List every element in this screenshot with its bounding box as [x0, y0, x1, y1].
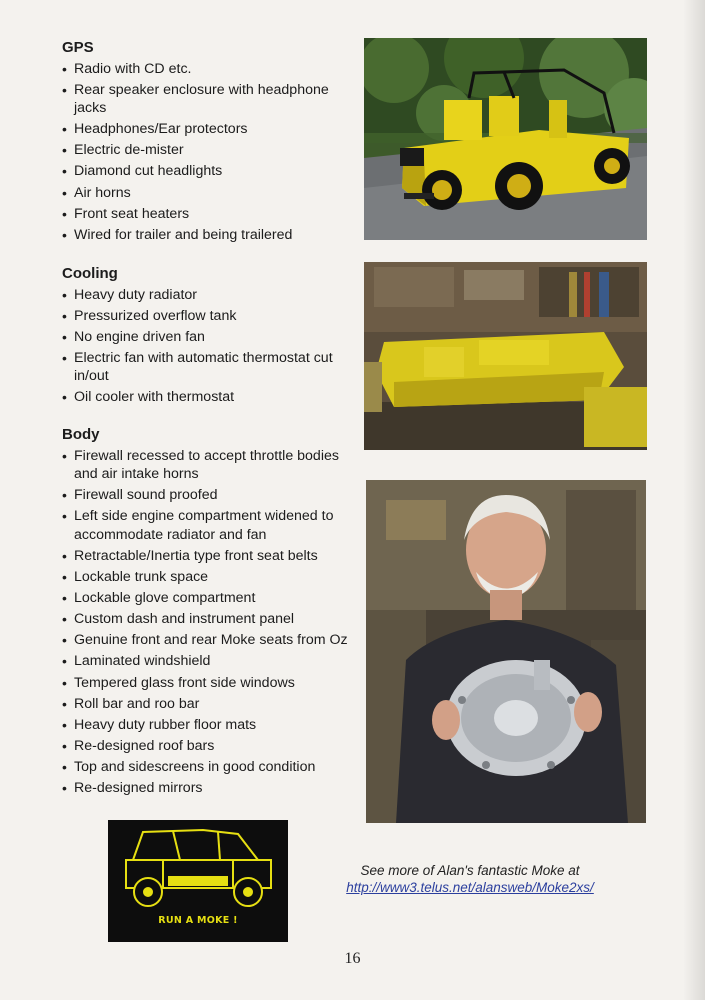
list-item: • No engine driven fan [62, 328, 362, 347]
see-more-block [320, 862, 620, 897]
list-item: • Air horns [62, 184, 362, 203]
list-item: • Re-designed mirrors [62, 779, 362, 798]
section-title-cooling: Cooling [62, 265, 118, 282]
list-item: • Roll bar and roo bar [62, 695, 362, 714]
body-section [62, 425, 362, 798]
logo-caption: RUN A MOKE ! [158, 915, 238, 926]
list-item: • Electric fan with automatic thermostat cut in/out [62, 349, 362, 386]
list-item: • Radio with CD etc. [62, 60, 362, 79]
list-item: • Tempered glass front side windows [62, 674, 362, 693]
list-item: • Lockable trunk space [62, 568, 362, 587]
list-item: • Heavy duty rubber floor mats [62, 716, 362, 735]
cooling-list [62, 286, 362, 408]
list-item: • Diamond cut headlights [62, 162, 362, 181]
list-item: • Lockable glove compartment [62, 589, 362, 608]
list-item: • Electric de-mister [62, 141, 362, 160]
cooling-section [62, 264, 362, 407]
list-item: • Genuine front and rear Moke seats from Oz [62, 631, 362, 650]
list-item: • Re-designed roof bars [62, 737, 362, 756]
list-item: • Custom dash and instrument panel [62, 610, 362, 629]
section-title-body: Body [62, 426, 100, 443]
list-item: • Heavy duty radiator [62, 286, 362, 305]
list-item: • Laminated windshield [62, 652, 362, 671]
section-title-gps: GPS [62, 39, 94, 56]
page-edge-shadow [683, 0, 705, 1000]
list-item: • Firewall sound proofed [62, 486, 362, 505]
gps-list [62, 60, 362, 245]
list-item: • Top and sidescreens in good condition [62, 758, 362, 777]
photo-alan-holding-part [366, 480, 646, 823]
list-item: • Wired for trailer and being trailered [62, 226, 362, 245]
list-item: • Pressurized overflow tank [62, 307, 362, 326]
list-item: • Headphones/Ear protectors [62, 120, 362, 139]
page-number: 16 [344, 950, 361, 967]
see-more-text: See more of Alan's fantastic Moke at [360, 863, 580, 878]
gps-section [62, 38, 362, 244]
list-item: • Firewall recessed to accept throttle bodies and air intake horns [62, 447, 362, 484]
list-item: • Oil cooler with thermostat [62, 388, 362, 407]
list-item: • Left side engine compartment widened to accommodate radiator and fan [62, 507, 362, 544]
run-a-moke-logo [108, 820, 288, 942]
list-item: • Rear speaker enclosure with headphone jacks [62, 81, 362, 118]
photo-workshop-body-shell [364, 262, 647, 450]
body-list [62, 447, 362, 798]
list-item: • Retractable/Inertia type front seat belts [62, 547, 362, 566]
moke-website-link[interactable]: http://www3.telus.net/alansweb/Moke2xs/ [346, 880, 594, 895]
photo-yellow-moke [364, 38, 647, 240]
list-item: • Front seat heaters [62, 205, 362, 224]
